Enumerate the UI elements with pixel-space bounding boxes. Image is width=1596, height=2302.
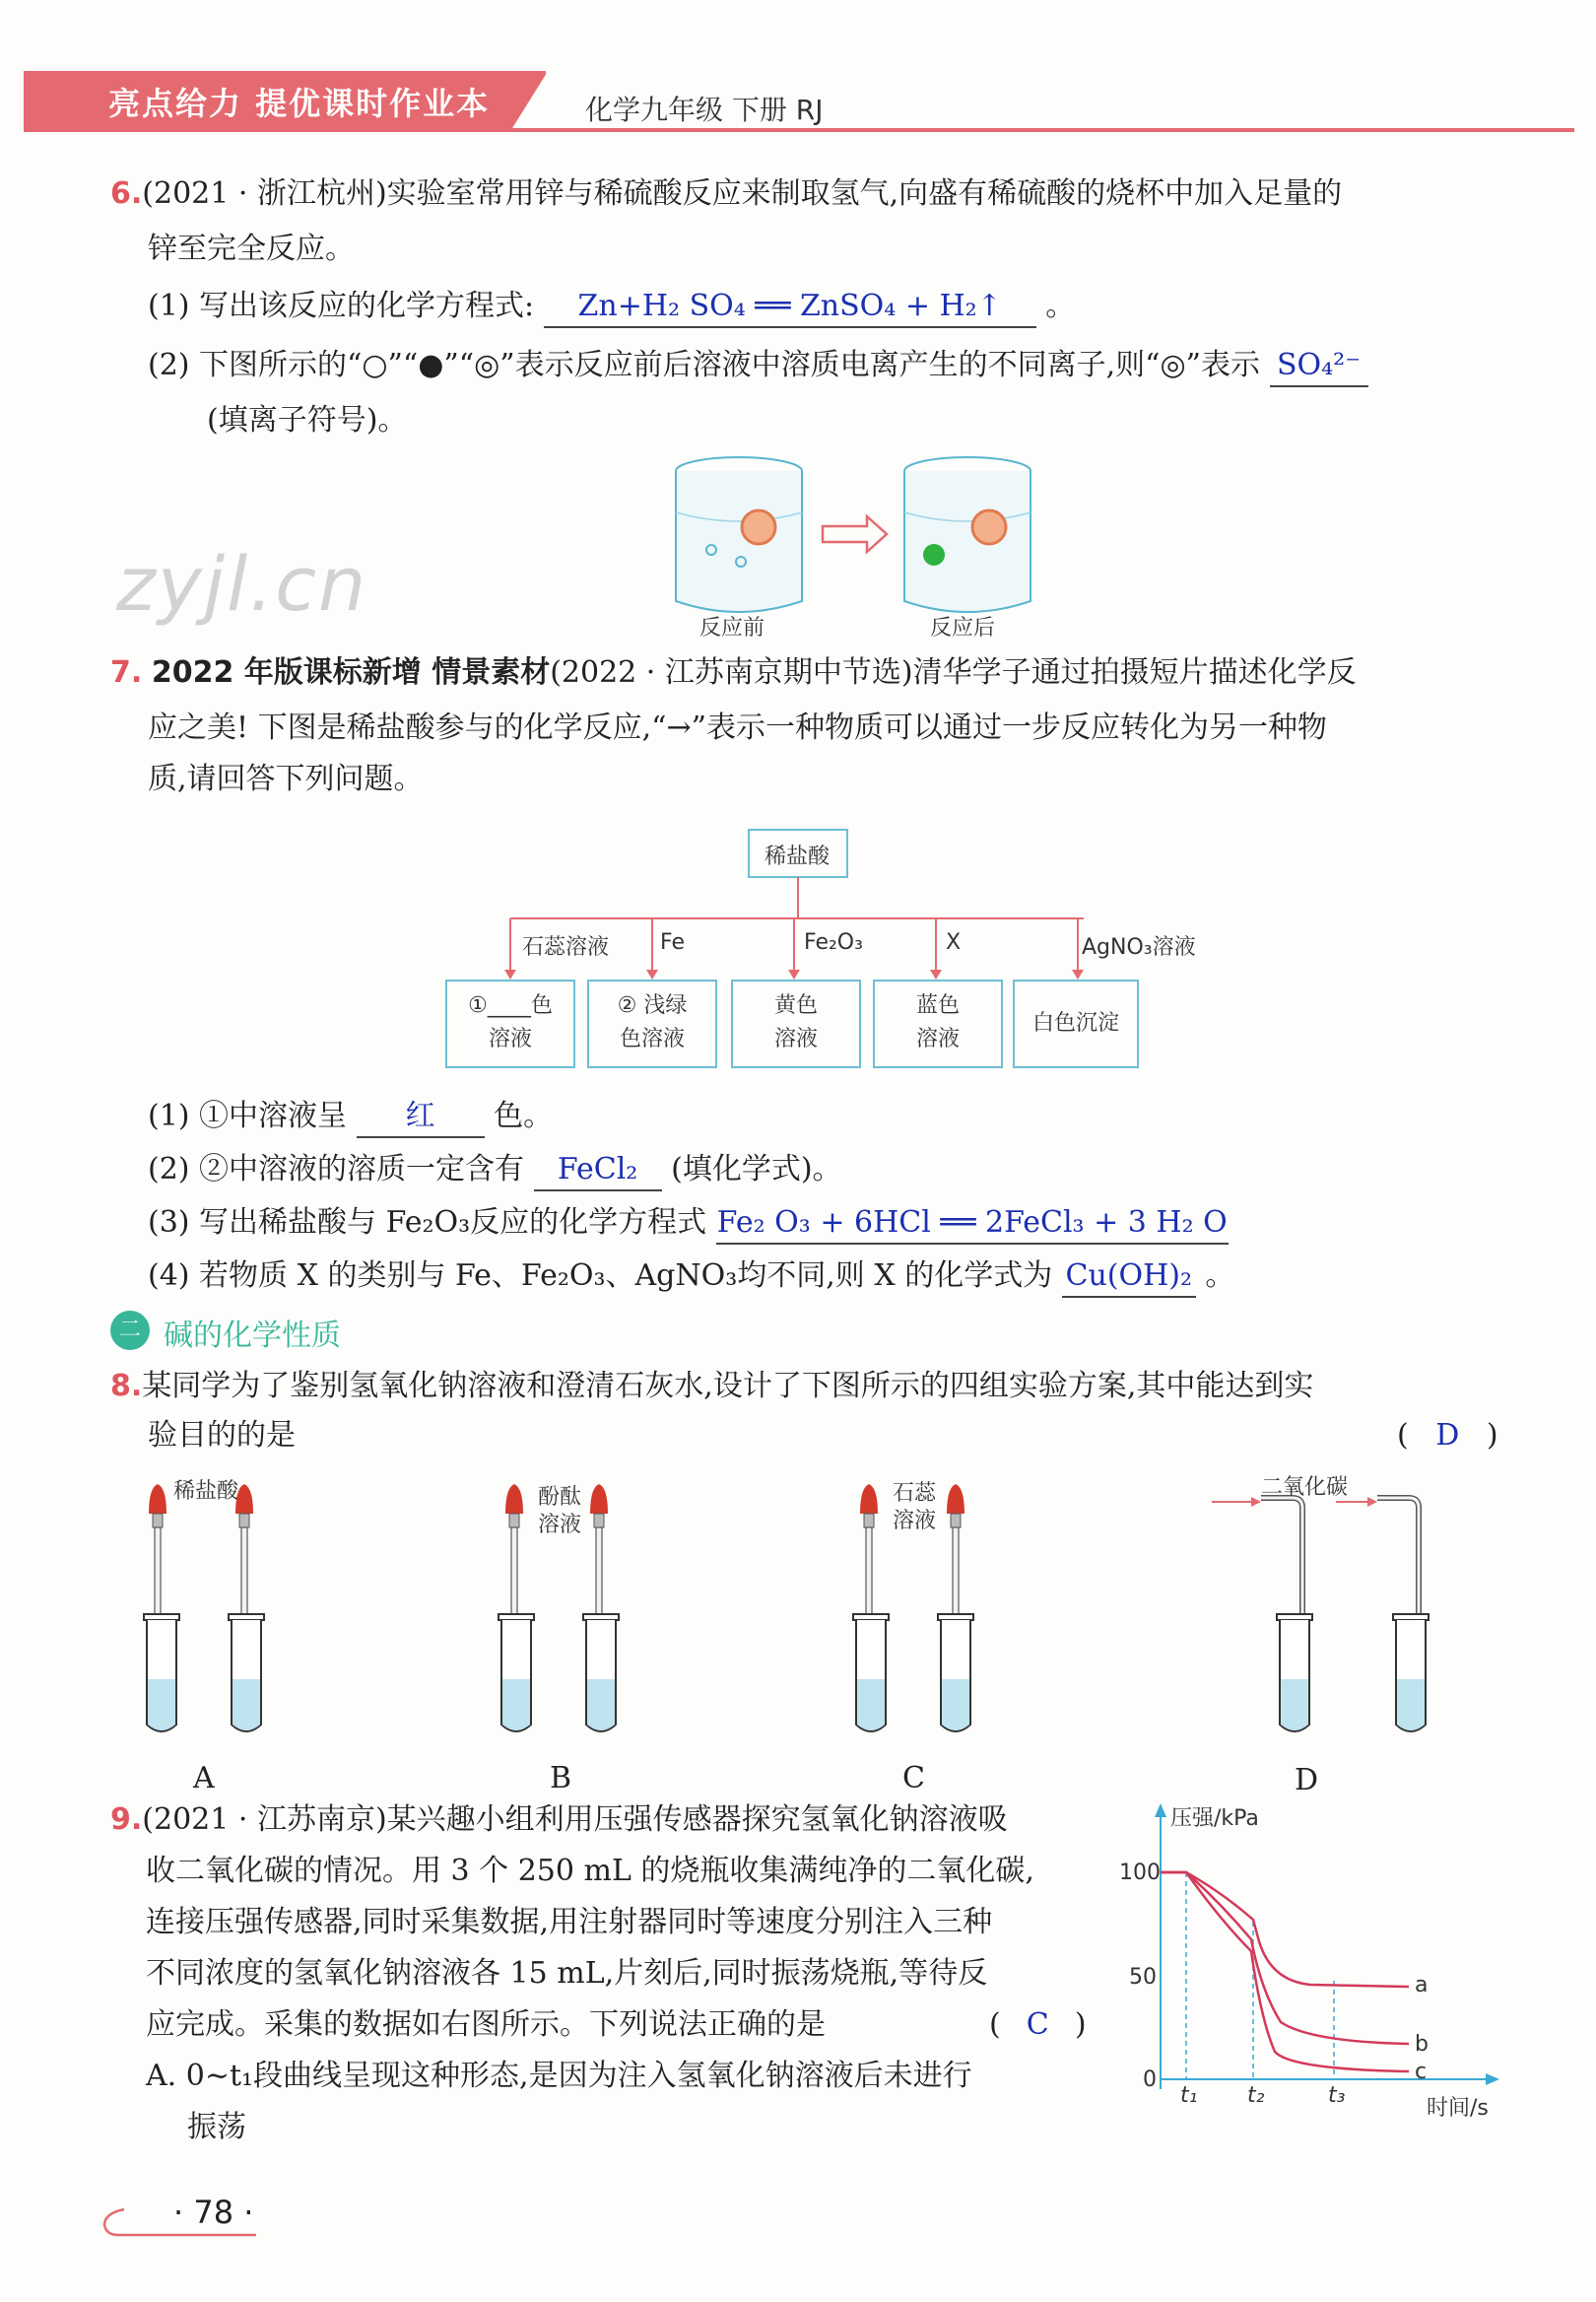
q6-part2-text: (2) 下图所示的“○”“●”“◎”表示反应前后溶液中溶质电离产生的不同离子,则“◎”表示 xyxy=(148,348,1260,382)
xtick-t2: t₂ xyxy=(1247,2083,1265,2108)
q8-number: 8. xyxy=(110,1369,143,1403)
q9-stem-line1: (2021 · 江苏南京)某兴趣小组利用压强传感器探究氢氧化钠溶液吸 xyxy=(142,1802,1008,1837)
q9-paren-open: ( xyxy=(989,2007,1001,2042)
branch-agno3: AgNO₃溶液 xyxy=(1082,935,1196,960)
q7-part1-suffix: 色。 xyxy=(494,1099,554,1133)
reaction-arrow-icon xyxy=(823,516,887,552)
q9-option-a-line2: 振荡 xyxy=(187,2110,246,2144)
q7-line1 xyxy=(110,646,1357,700)
header-line xyxy=(24,128,1574,132)
flow-top-label: 稀盐酸 xyxy=(765,845,831,869)
q7-part4 xyxy=(148,1250,1234,1303)
result-box-4 xyxy=(873,980,1003,1068)
result-box-2-line1: ② 浅绿 xyxy=(617,993,688,1018)
q7-part1 xyxy=(148,1090,553,1143)
q7-part1-answer: 红 xyxy=(357,1097,485,1138)
result-box-3-line1: 黄色 xyxy=(773,993,818,1018)
q7-number: 7. xyxy=(110,655,143,690)
option-d-label: D xyxy=(1295,1763,1319,1797)
q9-stem-line4: 不同浓度的氢氧化钠溶液各 15 mL,片刻后,同时振荡烧瓶,等待反 xyxy=(146,1956,988,1991)
branch-fe: Fe xyxy=(660,930,685,955)
reagent-phenolphthalein: 酚酞 溶液 xyxy=(538,1485,582,1537)
q6-line1 xyxy=(110,168,1342,221)
ytick-50: 50 xyxy=(1129,1965,1157,1990)
watermark: zyjl.cn xyxy=(116,540,368,628)
q7-part2-answer: FeCl₂ xyxy=(534,1150,662,1191)
beaker-after xyxy=(904,457,1031,612)
q8-answer-paren xyxy=(1397,1409,1498,1462)
reagent-hcl: 稀盐酸 xyxy=(173,1479,239,1504)
q8-apparatus xyxy=(128,1468,1448,1764)
curve-b xyxy=(1161,1872,1409,2044)
graph-xlabel: 时间/s xyxy=(1427,2096,1489,2121)
q6-stem1: (2021 · 浙江杭州)实验室常用锌与稀硫酸反应来制取氢气,向盛有稀硫酸的烧杯中加入足量的 xyxy=(142,176,1343,211)
result-box-3 xyxy=(731,980,861,1068)
result-box-1-line2: 溶液 xyxy=(488,1027,532,1051)
result-box-1-line1: ①____色 xyxy=(468,993,553,1018)
before-label: 反应前 xyxy=(699,616,765,641)
xtick-t3: t₃ xyxy=(1328,2083,1346,2108)
q6-number: 6. xyxy=(110,176,143,211)
q9-answer: C xyxy=(1026,2007,1049,2042)
q7-part2 xyxy=(148,1143,842,1196)
q6-stem2: 锌至完全反应。 xyxy=(148,232,355,266)
q8-stem2: 验目的的是 xyxy=(148,1418,296,1453)
q6-part1 xyxy=(148,280,1075,333)
option-c-label: C xyxy=(902,1761,925,1795)
q7-part3-prefix: (3) 写出稀盐酸与 Fe₂O₃反应的化学方程式 xyxy=(148,1205,707,1240)
ytick-100: 100 xyxy=(1119,1861,1161,1885)
reagent-litmus: 石蕊 溶液 xyxy=(893,1481,937,1533)
q6-part2-answer: SO₄²⁻ xyxy=(1270,346,1368,387)
option-b-label: B xyxy=(550,1761,572,1795)
q7-part2-suffix: (填化学式)。 xyxy=(671,1152,842,1186)
q7-part4-prefix: (4) 若物质 X 的类别与 Fe、Fe₂O₃、AgNO₃均不同,则 X 的化学式为 xyxy=(148,1258,1053,1293)
q6-part2-line2: (填离子符号)。 xyxy=(207,403,408,438)
q6-part1-suffix: 。 xyxy=(1045,289,1076,323)
result-box-4-line2: 溶液 xyxy=(915,1027,960,1051)
result-box-1 xyxy=(445,980,575,1068)
q9-number: 9. xyxy=(110,1802,143,1837)
sulfate-ion-icon xyxy=(972,510,1006,544)
section-badge: 二 xyxy=(110,1311,150,1350)
q6-part1-answer: Zn+H₂ SO₄ ══ ZnSO₄ + H₂↑ xyxy=(544,287,1036,328)
ytick-0: 0 xyxy=(1143,2067,1157,2092)
q9-option-a-line1: A. 0~t₁段曲线呈现这种形态,是因为注入氢氧化钠溶液后未进行 xyxy=(146,2059,972,2093)
q8-answer: D xyxy=(1435,1418,1460,1453)
q7-part3 xyxy=(148,1196,1229,1250)
q7-tag: 2022 年版课标新增 情景素材 xyxy=(151,655,551,690)
after-label: 反应后 xyxy=(930,616,996,641)
pressure-time-graph xyxy=(1113,1794,1507,2119)
q8-line1 xyxy=(110,1360,1313,1413)
curve-c-label: c xyxy=(1415,2060,1428,2084)
zinc-ion-icon xyxy=(923,544,945,566)
q8-stem1: 某同学为了鉴别氢氧化钠溶液和澄清石灰水,设计了下图所示的四组实验方案,其中能达到实 xyxy=(142,1369,1314,1403)
result-box-5 xyxy=(1013,980,1139,1068)
branch-fe2o3: Fe₂O₃ xyxy=(804,930,863,955)
option-a-label: A xyxy=(193,1761,215,1795)
q7-part4-suffix: 。 xyxy=(1205,1258,1235,1293)
q8-paren-close: ) xyxy=(1486,1418,1498,1453)
q7-part3-answer: Fe₂ O₃ + 6HCl ══ 2FeCl₃ + 3 H₂ O xyxy=(716,1203,1229,1245)
result-box-3-line2: 溶液 xyxy=(773,1027,818,1051)
sulfate-ion-icon xyxy=(742,510,775,544)
result-box-4-line1: 蓝色 xyxy=(915,993,960,1018)
result-box-2-line2: 色溶液 xyxy=(619,1027,685,1051)
curve-a-label: a xyxy=(1415,1973,1429,1997)
page-number: · 78 · xyxy=(173,2194,254,2231)
q9-stem-line5: 应完成。采集的数据如右图所示。下列说法正确的是 xyxy=(146,2007,826,2042)
q9-answer-paren xyxy=(989,1998,1087,2052)
q7-part4-answer: Cu(OH)₂ xyxy=(1062,1256,1196,1298)
section-title: 碱的化学性质 xyxy=(164,1319,341,1353)
q9-paren-close: ) xyxy=(1074,2007,1087,2042)
q7-part2-prefix: (2) ②中溶液的溶质一定含有 xyxy=(148,1152,525,1186)
q9-line1 xyxy=(110,1794,1008,1847)
q9-stem-line3: 连接压强传感器,同时采集数据,用注射器同时等速度分别注入三种 xyxy=(146,1905,993,1939)
branch-x: X xyxy=(946,930,962,955)
graph-ylabel: 压强/kPa xyxy=(1170,1806,1259,1831)
q7-part1-prefix: (1) ①中溶液呈 xyxy=(148,1099,348,1133)
header-grade: 化学九年级 下册 RJ xyxy=(585,94,824,126)
q6-part2 xyxy=(148,339,1368,392)
q9-stem-line2: 收二氧化碳的情况。用 3 个 250 mL 的烧瓶收集满纯净的二氧化碳, xyxy=(146,1854,1034,1888)
q7-stem2: 应之美! 下图是稀盐酸参与的化学反应,“→”表示一种物质可以通过一步反应转化为另一种物 xyxy=(148,711,1327,745)
q6-part1-prefix: (1) 写出该反应的化学方程式: xyxy=(148,289,535,323)
result-box-5-line1: 白色沉淀 xyxy=(1031,1011,1119,1036)
beaker-before xyxy=(676,457,802,612)
reagent-co2: 二氧化碳 xyxy=(1261,1475,1349,1500)
xtick-t1: t₁ xyxy=(1180,2083,1198,2108)
q7-stem1: (2022 · 江苏南京期中节选)清华学子通过拍摄短片描述化学反 xyxy=(550,655,1357,690)
header-brand: 亮点给力 提优课时作业本 xyxy=(108,85,491,122)
q7-stem3: 质,请回答下列问题。 xyxy=(148,762,424,796)
q8-paren-open: ( xyxy=(1397,1418,1409,1453)
curve-b-label: b xyxy=(1415,2032,1429,2057)
branch-litmus: 石蕊溶液 xyxy=(522,935,610,960)
result-box-2 xyxy=(587,980,717,1068)
